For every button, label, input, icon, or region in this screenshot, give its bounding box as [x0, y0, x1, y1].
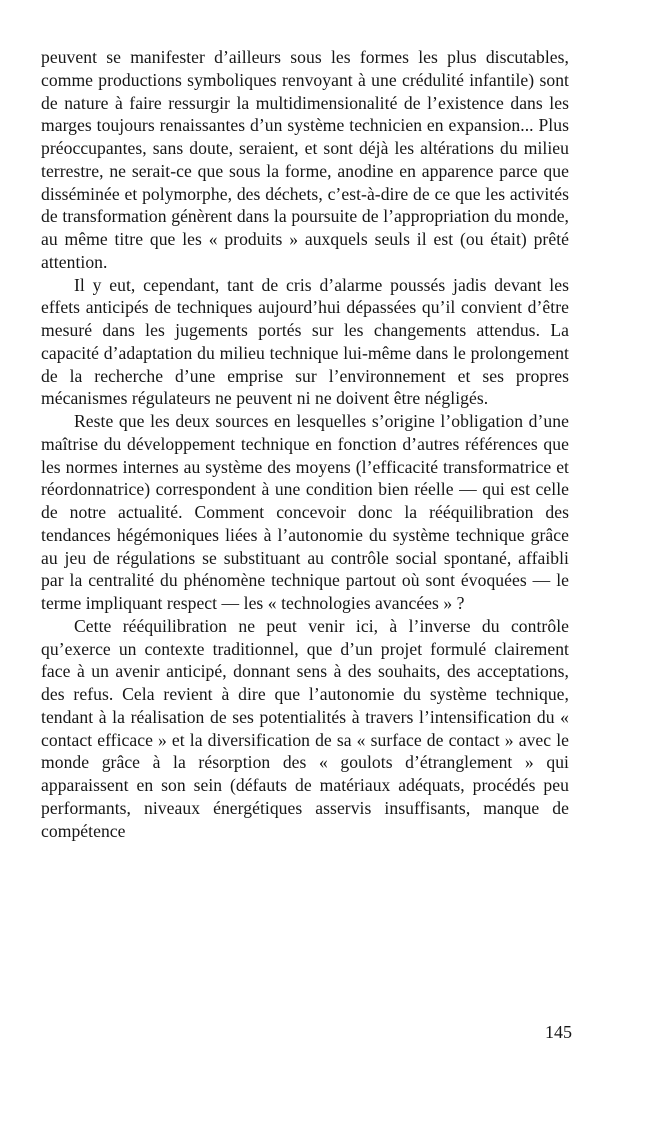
page-number: 145	[545, 1022, 572, 1042]
body-text	[41, 46, 569, 842]
paragraph-3: Reste que les deux sources en lesquelles s’origine l’obligation d’une maîtrise du développement technique en fonction d’autres références que les normes internes au système des moyens (l’efficacité transformatrice et réordonnatrice) correspondent à une condition bien réelle — qui est celle de notre actualité. Comment concevoir donc la rééquilibration des tendances hégémoniques liées à l’autonomie du système technique grâce au jeu de régulations se substituant au contrôle social spontané, affaibli par la centralité du phénomène technique partout où sont évoquées — le terme impliquant respect — les « technologies avancées » ?	[41, 411, 569, 613]
paragraph-2: Il y eut, cependant, tant de cris d’alarme poussés jadis devant les effets anticipés de techniques aujourd’hui dépassées qu’il convient d’être mesuré dans les jugements portés sur les changements attendus. La capacité d’adaptation du milieu technique lui-même dans le prolongement de la recherche d’une emprise sur l’environnement et ses propres mécanismes régulateurs ne peuvent ni ne doivent être négligés.	[41, 274, 569, 409]
paragraph-1: peuvent se manifester d’ailleurs sous les formes les plus discutables, comme productions symboliques renvoyant à une crédulité infantile) sont de nature à faire ressurgir la multidimensionalité de l’existence dans les marges toujours renaissantes d’un système technicien en expansion... Plus préoccupantes, sans doute, seraient, et sont déjà les altérations du milieu terrestre, ne serait-ce que sous la forme, anodine en apparence parce que disséminée et polymorphe, des déchets, c’est-à-dire de ce que les activités de transformation génèrent dans la poursuite de l’appropriation du monde, au même titre que les « produits » auxquels seuls il est (ou était) prêté attention.	[41, 47, 569, 272]
paragraph-4: Cette rééquilibration ne peut venir ici, à l’inverse du contrôle qu’exerce un contexte traditionnel, que d’un projet formulé clairement face à un avenir anticipé, donnant sens à des souhaits, des acceptations, des refus. Cela revient à dire que l’autonomie du système technique, tendant à la réalisation de ses potentialités à travers l’intensification du « contact efficace » et la diversification de sa « surface de contact » avec le monde grâce à la résorption des « goulots d’étranglement » qui apparaissent en son sein (défauts de matériaux adéquats, procédés peu performants, niveaux énergétiques asservis insuffisants, manque de compétence	[41, 615, 569, 841]
